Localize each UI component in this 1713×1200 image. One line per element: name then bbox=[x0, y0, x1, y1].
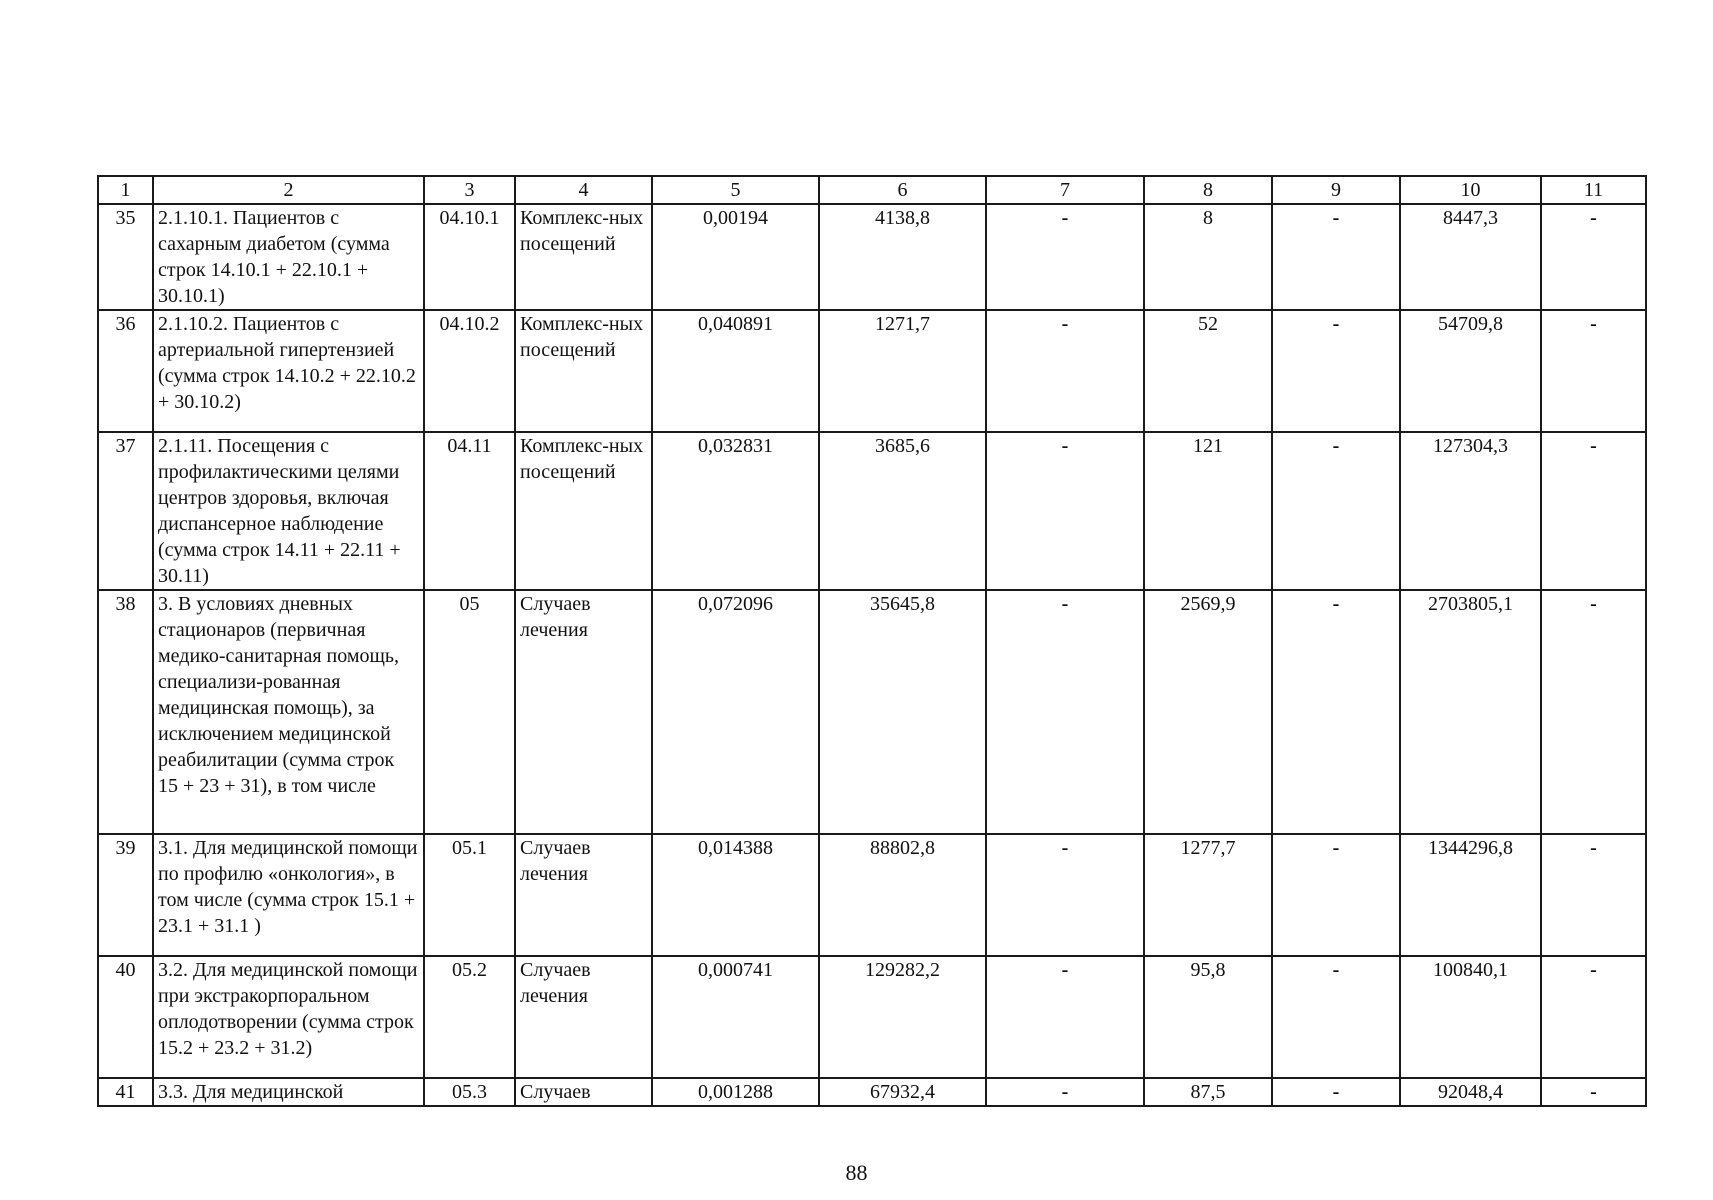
table-row bbox=[98, 204, 1646, 310]
column-header-10: 10 bbox=[1400, 176, 1541, 204]
cell-unit: Случаев лечения bbox=[515, 956, 652, 1078]
cell-col-8: 87,5 bbox=[1144, 1078, 1272, 1106]
cell-col-11: - bbox=[1541, 956, 1646, 1078]
data-table bbox=[97, 175, 1647, 1107]
cell-col-8: 121 bbox=[1144, 432, 1272, 590]
cell-col-5: 0,00194 bbox=[652, 204, 819, 310]
cell-col-5: 0,040891 bbox=[652, 310, 819, 432]
cell-col-10: 8447,3 bbox=[1400, 204, 1541, 310]
cell-col-7: - bbox=[986, 1078, 1144, 1106]
cell-col-10: 92048,4 bbox=[1400, 1078, 1541, 1106]
cell-col-7: - bbox=[986, 204, 1144, 310]
cell-col-11: - bbox=[1541, 590, 1646, 834]
column-header-7: 7 bbox=[986, 176, 1144, 204]
cell-line-code: 04.10.1 bbox=[424, 204, 515, 310]
cell-col-6: 1271,7 bbox=[819, 310, 986, 432]
cell-row-number: 40 bbox=[98, 956, 153, 1078]
cell-col-5: 0,014388 bbox=[652, 834, 819, 956]
cell-col-9: - bbox=[1272, 1078, 1400, 1106]
table-row bbox=[98, 310, 1646, 432]
cell-col-7: - bbox=[986, 956, 1144, 1078]
table-row bbox=[98, 956, 1646, 1078]
column-header-8: 8 bbox=[1144, 176, 1272, 204]
column-header-3: 3 bbox=[424, 176, 515, 204]
cell-col-6: 129282,2 bbox=[819, 956, 986, 1078]
cell-col-11: - bbox=[1541, 834, 1646, 956]
cell-col-10: 1344296,8 bbox=[1400, 834, 1541, 956]
cell-col-8: 8 bbox=[1144, 204, 1272, 310]
cell-line-code: 04.10.2 bbox=[424, 310, 515, 432]
cell-line-code: 05.3 bbox=[424, 1078, 515, 1106]
column-header-9: 9 bbox=[1272, 176, 1400, 204]
cell-line-code: 04.11 bbox=[424, 432, 515, 590]
cell-col-10: 100840,1 bbox=[1400, 956, 1541, 1078]
cell-col-10: 127304,3 bbox=[1400, 432, 1541, 590]
cell-line-code: 05 bbox=[424, 590, 515, 834]
cell-row-number: 36 bbox=[98, 310, 153, 432]
column-header-6: 6 bbox=[819, 176, 986, 204]
cell-indicator-name: 2.1.10.1. Пациентов с сахарным диабетом (сумма строк 14.10.1 + 22.10.1 + 30.10.1) bbox=[153, 204, 424, 310]
cell-unit: Комплекс-ных посещений bbox=[515, 204, 652, 310]
cell-unit: Случаев лечения bbox=[515, 590, 652, 834]
table-header bbox=[98, 176, 1646, 204]
table-body bbox=[98, 204, 1646, 1106]
cell-col-9: - bbox=[1272, 432, 1400, 590]
cell-col-5: 0,000741 bbox=[652, 956, 819, 1078]
cell-col-11: - bbox=[1541, 204, 1646, 310]
cell-indicator-name: 3.2. Для медицинской помощи при экстракорпоральном оплодотворении (сумма строк 15.2 + 23.2 + 31.2) bbox=[153, 956, 424, 1078]
table-row bbox=[98, 432, 1646, 590]
cell-line-code: 05.1 bbox=[424, 834, 515, 956]
cell-indicator-name: 3.3. Для медицинской bbox=[153, 1078, 424, 1106]
cell-row-number: 37 bbox=[98, 432, 153, 590]
cell-unit: Случаев bbox=[515, 1078, 652, 1106]
cell-line-code: 05.2 bbox=[424, 956, 515, 1078]
cell-col-9: - bbox=[1272, 310, 1400, 432]
cell-col-9: - bbox=[1272, 204, 1400, 310]
cell-col-7: - bbox=[986, 310, 1144, 432]
cell-unit: Комплекс-ных посещений bbox=[515, 310, 652, 432]
cell-col-6: 88802,8 bbox=[819, 834, 986, 956]
cell-unit: Комплекс-ных посещений bbox=[515, 432, 652, 590]
table-row bbox=[98, 590, 1646, 834]
cell-unit: Случаев лечения bbox=[515, 834, 652, 956]
cell-col-8: 95,8 bbox=[1144, 956, 1272, 1078]
cell-col-8: 1277,7 bbox=[1144, 834, 1272, 956]
cell-indicator-name: 3. В условиях дневных стационаров (первичная медико-санитарная помощь, специализи-рованная медицинская помощь), за исключением медицинской реабилитации (сумма строк 15 + 23 + 31), в том числе bbox=[153, 590, 424, 834]
cell-col-5: 0,001288 bbox=[652, 1078, 819, 1106]
column-header-4: 4 bbox=[515, 176, 652, 204]
cell-col-6: 3685,6 bbox=[819, 432, 986, 590]
cell-col-5: 0,072096 bbox=[652, 590, 819, 834]
page-number: 88 bbox=[845, 1160, 868, 1185]
column-header-11: 11 bbox=[1541, 176, 1646, 204]
cell-row-number: 38 bbox=[98, 590, 153, 834]
cell-row-number: 39 bbox=[98, 834, 153, 956]
cell-indicator-name: 2.1.11. Посещения с профилактическими целями центров здоровья, включая диспансерное наблюдение (сумма строк 14.11 + 22.11 + 30.11) bbox=[153, 432, 424, 590]
cell-col-7: - bbox=[986, 432, 1144, 590]
cell-col-6: 35645,8 bbox=[819, 590, 986, 834]
column-header-2: 2 bbox=[153, 176, 424, 204]
cell-col-9: - bbox=[1272, 834, 1400, 956]
table-row bbox=[98, 834, 1646, 956]
cell-col-7: - bbox=[986, 590, 1144, 834]
cell-col-6: 67932,4 bbox=[819, 1078, 986, 1106]
cell-indicator-name: 3.1. Для медицинской помощи по профилю «онкология», в том числе (сумма строк 15.1 + 23.1 + 31.1 ) bbox=[153, 834, 424, 956]
column-header-1: 1 bbox=[98, 176, 153, 204]
cell-col-8: 2569,9 bbox=[1144, 590, 1272, 834]
cell-col-10: 54709,8 bbox=[1400, 310, 1541, 432]
cell-col-10: 2703805,1 bbox=[1400, 590, 1541, 834]
cell-col-9: - bbox=[1272, 590, 1400, 834]
cell-col-6: 4138,8 bbox=[819, 204, 986, 310]
cell-col-11: - bbox=[1541, 432, 1646, 590]
header-row bbox=[98, 176, 1646, 204]
cell-row-number: 35 bbox=[98, 204, 153, 310]
cell-col-5: 0,032831 bbox=[652, 432, 819, 590]
cell-indicator-name: 2.1.10.2. Пациентов с артериальной гипертензией (сумма строк 14.10.2 + 22.10.2 + 30.10.2) bbox=[153, 310, 424, 432]
table-row bbox=[98, 1078, 1646, 1106]
column-header-5: 5 bbox=[652, 176, 819, 204]
cell-col-11: - bbox=[1541, 310, 1646, 432]
cell-col-11: - bbox=[1541, 1078, 1646, 1106]
cell-col-9: - bbox=[1272, 956, 1400, 1078]
cell-col-7: - bbox=[986, 834, 1144, 956]
cell-row-number: 41 bbox=[98, 1078, 153, 1106]
cell-col-8: 52 bbox=[1144, 310, 1272, 432]
